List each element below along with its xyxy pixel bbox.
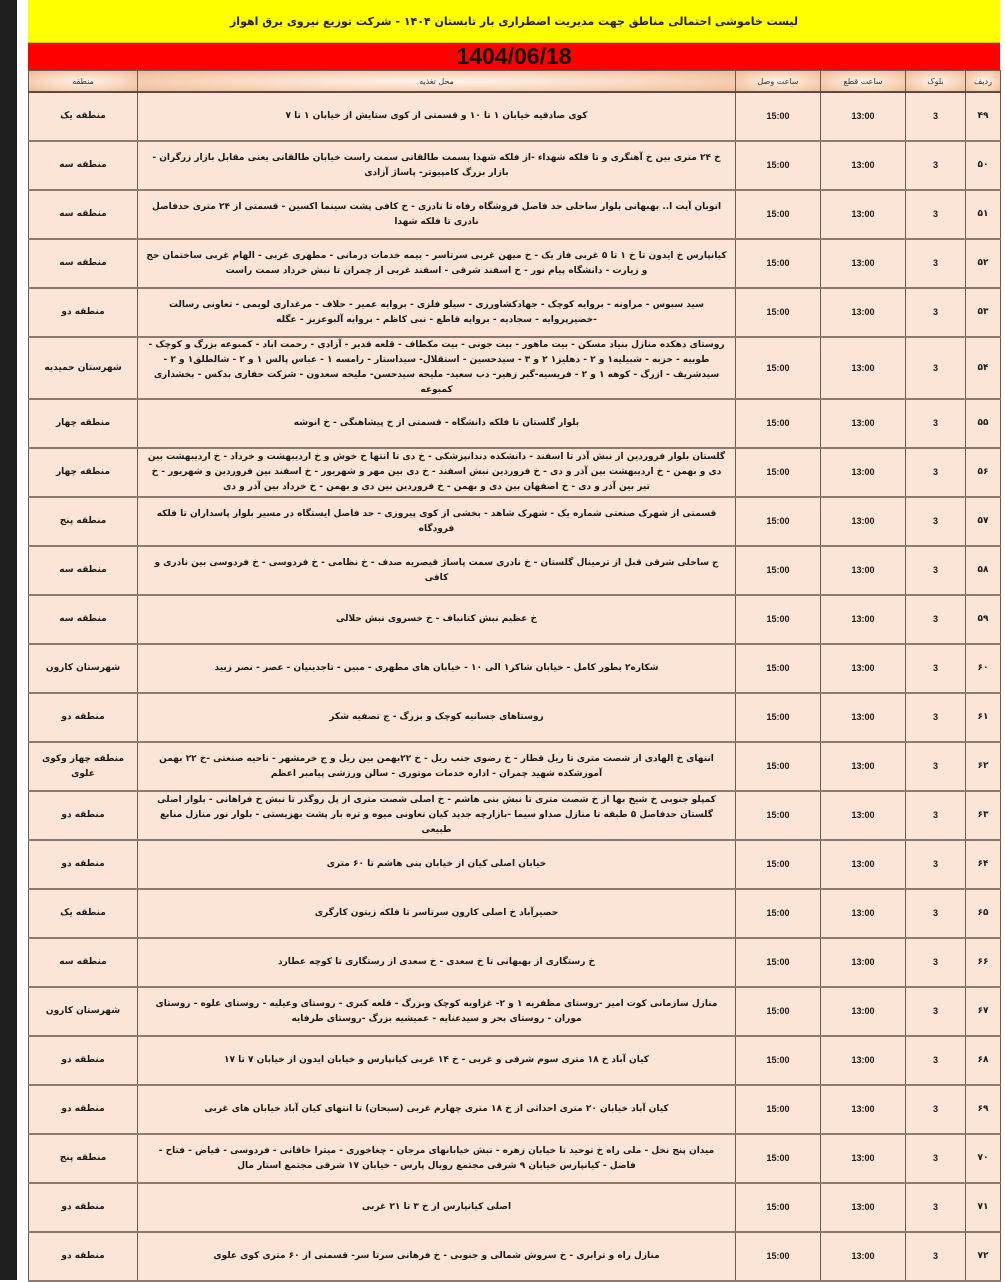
location-cell: اتوبان آیت ا.. بهبهانی بلوار ساحلی حد فاصل فروشگاه رفاه تا نادری - خ کافی پشت سینما اکسین - قسمتی از ۲۴ متری حدفاصل نادری تا فلکه شهدا [138,190,736,239]
schedule-date: 1404/06/18 [28,43,1000,70]
on-time-cell: 15:00 [736,938,821,987]
off-time-cell: 13:00 [821,840,906,889]
on-time-cell: 15:00 [736,141,821,190]
location-cell: روستاهای جسانیه کوچک و بزرگ - ج تصفیه شکر [138,693,736,742]
outage-sheet [28,0,1000,1282]
block-cell: 3 [906,1183,966,1232]
off-time-cell: 13:00 [821,987,906,1036]
block-cell: 3 [906,595,966,644]
row-number-cell: ۵۳ [966,288,1001,337]
block-cell: 3 [906,399,966,448]
table-row [29,92,1001,141]
table-row [29,337,1001,399]
off-time-cell: 13:00 [821,742,906,791]
on-time-cell: 15:00 [736,791,821,840]
block-cell: 3 [906,497,966,546]
location-cell: شکاره۲ بطور کامل - خیابان شاکر۱ الی ۱۰ - خیابان های مطهری - مبین - تاجدینیان - عصر - نصر زبید [138,644,736,693]
block-cell: 3 [906,1232,966,1281]
location-cell: کوی صادقیه خیابان ۱ تا ۱۰ و قسمتی از کوی ستایش از خیابان ۱ تا ۷ [138,92,736,141]
off-time-cell: 13:00 [821,92,906,141]
off-time-cell: 13:00 [821,1134,906,1183]
table-row [29,987,1001,1036]
on-time-cell: 15:00 [736,448,821,497]
left-dark-strip [0,0,17,1280]
region-cell: منطقه سه [29,546,138,595]
table-row [29,239,1001,288]
region-cell: منطقه دو [29,1036,138,1085]
on-time-cell: 15:00 [736,497,821,546]
off-time-cell: 13:00 [821,1036,906,1085]
table-row [29,1134,1001,1183]
block-cell: 3 [906,693,966,742]
region-cell: منطقه دو [29,693,138,742]
region-cell: منطقه سه [29,595,138,644]
block-cell: 3 [906,448,966,497]
row-number-cell: ۶۰ [966,644,1001,693]
region-cell: منطقه دو [29,791,138,840]
off-time-cell: 13:00 [821,889,906,938]
off-time-cell: 13:00 [821,1085,906,1134]
on-time-cell: 15:00 [736,190,821,239]
table-row [29,595,1001,644]
on-time-cell: 15:00 [736,1036,821,1085]
off-time-cell: 13:00 [821,288,906,337]
on-time-cell: 15:00 [736,987,821,1036]
block-cell: 3 [906,141,966,190]
table-row [29,840,1001,889]
row-number-cell: ۶۵ [966,889,1001,938]
block-cell: 3 [906,1134,966,1183]
row-number-cell: ۶۸ [966,1036,1001,1085]
region-cell: منطقه پنج [29,1134,138,1183]
header-location: محل تغذیه [138,71,736,93]
table-row [29,288,1001,337]
location-cell: خ ۲۴ متری بین خ آهنگری و تا فلکه شهداء -از فلکه شهدا بسمت طالقانی سمت راست خیابان طالقانی یعنی مقابل بازار زرگران - بازار بزرگ کامپیوتر- پاساژ آزادی [138,141,736,190]
row-number-cell: ۵۲ [966,239,1001,288]
block-cell: 3 [906,288,966,337]
row-number-cell: ۵۰ [966,141,1001,190]
row-number-cell: ۵۴ [966,337,1001,399]
region-cell: منطقه دو [29,840,138,889]
block-cell: 3 [906,938,966,987]
block-cell: 3 [906,840,966,889]
region-cell: شهرستان کارون [29,987,138,1036]
region-cell: منطقه پنج [29,497,138,546]
row-number-cell: ۶۷ [966,987,1001,1036]
row-number-cell: ۶۴ [966,840,1001,889]
off-time-cell: 13:00 [821,791,906,840]
on-time-cell: 15:00 [736,337,821,399]
row-number-cell: ۵۱ [966,190,1001,239]
region-cell: منطقه یک [29,889,138,938]
region-cell: منطقه دو [29,288,138,337]
on-time-cell: 15:00 [736,742,821,791]
on-time-cell: 15:00 [736,399,821,448]
on-time-cell: 15:00 [736,1232,821,1281]
region-cell: منطقه چهار وکوی علوی [29,742,138,791]
row-number-cell: ۶۶ [966,938,1001,987]
off-time-cell: 13:00 [821,938,906,987]
off-time-cell: 13:00 [821,337,906,399]
row-number-cell: ۶۳ [966,791,1001,840]
location-cell: گلستان بلوار فروردین از نبش آذر تا اسفند - دانشکده دندانپزشکی - خ دی تا انتها خ خوش و خ اردیبهشت و خرداد - خ اردیبهشت بین دی و بهمن - خ اردیبهشت بین آذر و دی - خ فروردین نبش اسفند - خ دی بین مهر و شهریور - خ اسفند بین فروردین و شهریور - خ تیر بین آذر و دی - خ اصفهان بین دی و بهمن - خ فروردین بین دی و بهمن - خ خرداد بین آذر و دی [138,448,736,497]
row-number-cell: ۷۱ [966,1183,1001,1232]
on-time-cell: 15:00 [736,92,821,141]
block-cell: 3 [906,987,966,1036]
on-time-cell: 15:00 [736,1183,821,1232]
table-row [29,1036,1001,1085]
region-cell: منطقه دو [29,1232,138,1281]
table-row [29,693,1001,742]
table-row [29,1232,1001,1281]
off-time-cell: 13:00 [821,190,906,239]
header-off-time: ساعت قطع [821,71,906,93]
location-cell: انتهای خ الهادی از شصت متری تا ریل قطار - خ رضوی جنب ریل - خ ۲۲بهمن بین ریل و ج خرمشهر - ناحیه صنعتی -خ ۲۲ بهمن آموزشکده شهید چمران - اداره خدمات موتوری - سالن ورزشی پیامبر اعظم [138,742,736,791]
table-row [29,546,1001,595]
off-time-cell: 13:00 [821,1232,906,1281]
block-cell: 3 [906,742,966,791]
location-cell: منازل سازمانی کوت امیر -روستای مظفریه ۱ و ۲- غزاویه کوچک وبزرگ - قلعه کبری - روستای وعیلیه - روستای علوه - روستای موران - روستای بحر و سیدعنایه - عمیشیه بزرگ -روستای طرفایه [138,987,736,1036]
row-number-cell: ۶۲ [966,742,1001,791]
header-block: بلوک [906,71,966,93]
block-cell: 3 [906,337,966,399]
table-row [29,644,1001,693]
off-time-cell: 13:00 [821,693,906,742]
location-cell: خ عظیم نبش کتانباف - خ خسروی نبش حلالی [138,595,736,644]
off-time-cell: 13:00 [821,546,906,595]
on-time-cell: 15:00 [736,644,821,693]
table-row [29,190,1001,239]
table-row [29,938,1001,987]
location-cell: کیانپارس خ ایدون تا خ ۱ تا ۵ غربی فاز یک - خ میهن غربی سرتاسر - بیمه خدمات درمانی - مطهری غربی - الهام غربی ساختمان حج و زیارت - دانشگاه پیام نور - خ اسفند شرقی - اسفند غربی از چمران تا نبش خرداد سمت راست [138,239,736,288]
location-cell: خیابان اصلی کیان از خیابان بنی هاشم تا ۶۰ متری [138,840,736,889]
region-cell: منطقه سه [29,141,138,190]
header-region: منطقه [29,71,138,93]
region-cell: منطقه چهار [29,399,138,448]
region-cell: منطقه چهار [29,448,138,497]
row-number-cell: ۵۹ [966,595,1001,644]
location-cell: ج ساحلی شرقی قبل از ترمینال گلستان - خ نادری سمت پاساژ قیصریه صدف - خ نظامی - خ فردوسی - خ فردوسی بین نادری و کافی [138,546,736,595]
off-time-cell: 13:00 [821,644,906,693]
table-row [29,1085,1001,1134]
off-time-cell: 13:00 [821,497,906,546]
row-number-cell: ۷۰ [966,1134,1001,1183]
header-on-time: ساعت وصل [736,71,821,93]
off-time-cell: 13:00 [821,448,906,497]
table-row [29,448,1001,497]
block-cell: 3 [906,190,966,239]
table-row [29,141,1001,190]
block-cell: 3 [906,889,966,938]
row-number-cell: ۴۹ [966,92,1001,141]
region-cell: منطقه سه [29,190,138,239]
location-cell: حصیرآباد خ اصلی کارون سرتاسر تا فلکه زیتون کارگری [138,889,736,938]
location-cell: کیان آباد خیابان ۲۰ متری احداثی از خ ۱۸ متری چهارم غربی (سبحان) تا انتهای کیان آباد خیابان های غربی [138,1085,736,1134]
row-number-cell: ۷۲ [966,1232,1001,1281]
block-cell: 3 [906,92,966,141]
block-cell: 3 [906,546,966,595]
location-cell: بلوار گلستان تا فلکه دانشگاه - قسمتی از خ پیشاهنگی - خ انوشه [138,399,736,448]
table-body [29,92,1001,1281]
location-cell: اصلی کیانپارس از خ ۳ تا ۲۱ غربی [138,1183,736,1232]
table-row [29,791,1001,840]
table-row [29,889,1001,938]
location-cell: خ رستگاری از بهبهانی تا خ سعدی - خ سعدی از رستگاری تا کوچه عطارد [138,938,736,987]
document-title: لیست خاموشی احتمالی مناطق جهت مدیریت اضطراری بار تابستان ۱۴۰۴ - شرکت توزیع نیروی برق اهواز [28,0,1000,43]
region-cell: شهرستان کارون [29,644,138,693]
location-cell: سید سبوس - مراونه - بروایه کوچک - جهادکشاورزی - سیلو فلزی - بروایه عمیر - حلاف - مرغداری لویمی - تعاونی رسالت -خضیرپروایه - سجادیه - بروایه قاطع - نبی کاظم - بروایه آلبوعزیز - عگله [138,288,736,337]
row-number-cell: ۵۷ [966,497,1001,546]
region-cell: شهرستان حمیدیه [29,337,138,399]
on-time-cell: 15:00 [736,239,821,288]
location-cell: قسمتی از شهرک صنعتی شماره یک - شهرک شاهد - بخشی از کوی پیروزی - حد فاصل ایستگاه در مسیر بلوار پاسداران تا فلکه فرودگاه [138,497,736,546]
row-number-cell: ۶۱ [966,693,1001,742]
off-time-cell: 13:00 [821,239,906,288]
region-cell: منطقه سه [29,938,138,987]
location-cell: کمپلو جنوبی خ شیخ بها از خ شصت متری تا نبش بنی هاشم - خ اصلی شصت متری از پل روگذر تا نبش خ فراهانی - بلوار اصلی گلستان حدفاصل ۵ طبقه تا منازل صداو سیما -بازارچه جدید کیان تعاونی میوه و تره بار پشت بهزیستی - بلوار نور منازل منابع طبیعی [138,791,736,840]
location-cell: روستای دهکده منازل بنیاد مسکن - بیت ماهور - بیت جونی - بیت مکطاف - قلعه قدیر - آزادی - رحمت اباد - کمبوعه بزرگ و کوچک - طوبیه - حزبه - شبیلیه۱ و ۲ - دهلیز۱ ۲ و ۳ - سیدحسین - استقلال- سیداستار - رامسه ۱ - عباس پالس ۱ و ۲ - شالطلق۱ و ۲ - سیدشریف - ازرگ - کوهه ۱ و ۲ - فریسیه-گبر زهیر- دب سعید- ملیحه سیدحسن- ملیحه سعدون - شرکت حفاری بدکس - بخشداری کمبوعه [138,337,736,399]
off-time-cell: 13:00 [821,595,906,644]
on-time-cell: 15:00 [736,1085,821,1134]
table-row [29,497,1001,546]
block-cell: 3 [906,239,966,288]
on-time-cell: 15:00 [736,693,821,742]
table-row [29,399,1001,448]
row-number-cell: ۵۸ [966,546,1001,595]
on-time-cell: 15:00 [736,546,821,595]
on-time-cell: 15:00 [736,889,821,938]
off-time-cell: 13:00 [821,399,906,448]
region-cell: منطقه دو [29,1183,138,1232]
row-number-cell: ۵۶ [966,448,1001,497]
location-cell: منازل راه و ترابری - خ سروش شمالی و جنوبی - خ فرهانی سرتا سر- قسمتی از ۶۰ متری کوی علوی [138,1232,736,1281]
region-cell: منطقه دو [29,1085,138,1134]
table-header-row [29,71,1001,93]
location-cell: میدان پنج نخل - ملی راه خ توحید تا خیابان زهره - نبش خیابانهای مرجان - چغاخوری - میترا خاقانی - فردوسی - فیاض - فتاح - فاضل - کیانپارس خیابان ۹ شرقی مجتمع رویال پارس - خیابان ۱۷ شرقی مجتمع استار مال [138,1134,736,1183]
header-row-number: ردیف [966,71,1001,93]
row-number-cell: ۵۵ [966,399,1001,448]
on-time-cell: 15:00 [736,595,821,644]
on-time-cell: 15:00 [736,840,821,889]
block-cell: 3 [906,1085,966,1134]
off-time-cell: 13:00 [821,1183,906,1232]
table-row [29,1183,1001,1232]
on-time-cell: 15:00 [736,1134,821,1183]
block-cell: 3 [906,1036,966,1085]
block-cell: 3 [906,791,966,840]
region-cell: منطقه سه [29,239,138,288]
row-number-cell: ۶۹ [966,1085,1001,1134]
off-time-cell: 13:00 [821,141,906,190]
table-row [29,742,1001,791]
on-time-cell: 15:00 [736,288,821,337]
region-cell: منطقه یک [29,92,138,141]
location-cell: کیان آباد خ ۱۸ متری سوم شرقی و غربی - خ ۱۴ غربی کیانپارس و خیابان ایدون از خیابان ۷ تا ۱۷ [138,1036,736,1085]
outage-table [28,70,1001,1282]
block-cell: 3 [906,644,966,693]
